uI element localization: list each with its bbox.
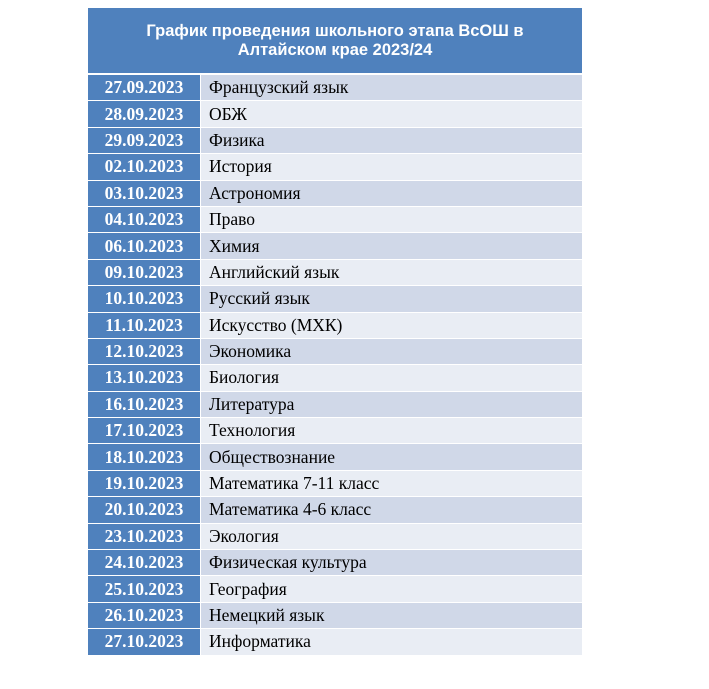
table-row xyxy=(88,154,582,180)
date-cell: 06.10.2023 xyxy=(88,233,201,259)
table-row xyxy=(88,550,582,576)
table-row xyxy=(88,101,582,127)
subject-cell: Немецкий язык xyxy=(201,603,582,629)
date-cell: 16.10.2023 xyxy=(88,392,201,418)
date-cell: 19.10.2023 xyxy=(88,471,201,497)
date-cell: 18.10.2023 xyxy=(88,444,201,470)
table-body xyxy=(88,75,582,656)
table-row xyxy=(88,603,582,629)
date-cell: 17.10.2023 xyxy=(88,418,201,444)
table-row xyxy=(88,339,582,365)
subject-cell: Обществознание xyxy=(201,444,582,470)
table-row xyxy=(88,444,582,470)
table-row xyxy=(88,392,582,418)
date-cell: 23.10.2023 xyxy=(88,524,201,550)
subject-cell: Математика 4-6 класс xyxy=(201,497,582,523)
date-cell: 25.10.2023 xyxy=(88,576,201,602)
subject-cell: Литература xyxy=(201,392,582,418)
subject-cell: Русский язык xyxy=(201,286,582,312)
date-cell: 26.10.2023 xyxy=(88,603,201,629)
date-cell: 10.10.2023 xyxy=(88,286,201,312)
subject-cell: ОБЖ xyxy=(201,101,582,127)
date-cell: 29.09.2023 xyxy=(88,128,201,154)
table-row xyxy=(88,181,582,207)
table-row xyxy=(88,313,582,339)
olympiad-schedule-table xyxy=(88,8,582,656)
subject-cell: Математика 7-11 класс xyxy=(201,471,582,497)
subject-cell: Биология xyxy=(201,365,582,391)
table-row xyxy=(88,576,582,602)
table-row xyxy=(88,524,582,550)
date-cell: 02.10.2023 xyxy=(88,154,201,180)
table-header-row xyxy=(88,8,582,75)
subject-cell: Искусство (МХК) xyxy=(201,313,582,339)
date-cell: 12.10.2023 xyxy=(88,339,201,365)
table-row xyxy=(88,260,582,286)
table-title: График проведения школьного этапа ВсОШ в Алтайском крае 2023/24 xyxy=(88,8,582,75)
table-row xyxy=(88,207,582,233)
date-cell: 28.09.2023 xyxy=(88,101,201,127)
subject-cell: Технология xyxy=(201,418,582,444)
subject-cell: Физика xyxy=(201,128,582,154)
table-row xyxy=(88,497,582,523)
subject-cell: Химия xyxy=(201,233,582,259)
subject-cell: География xyxy=(201,576,582,602)
date-cell: 03.10.2023 xyxy=(88,181,201,207)
date-cell: 27.09.2023 xyxy=(88,75,201,101)
table-row xyxy=(88,629,582,655)
subject-cell: Право xyxy=(201,207,582,233)
date-cell: 11.10.2023 xyxy=(88,313,201,339)
subject-cell: Французский язык xyxy=(201,75,582,101)
subject-cell: Экология xyxy=(201,524,582,550)
table-row xyxy=(88,471,582,497)
table-row xyxy=(88,286,582,312)
date-cell: 20.10.2023 xyxy=(88,497,201,523)
table-row xyxy=(88,128,582,154)
table-row xyxy=(88,233,582,259)
subject-cell: История xyxy=(201,154,582,180)
subject-cell: Английский язык xyxy=(201,260,582,286)
subject-cell: Информатика xyxy=(201,629,582,655)
subject-cell: Экономика xyxy=(201,339,582,365)
date-cell: 24.10.2023 xyxy=(88,550,201,576)
table-row xyxy=(88,75,582,101)
date-cell: 13.10.2023 xyxy=(88,365,201,391)
subject-cell: Астрономия xyxy=(201,181,582,207)
date-cell: 09.10.2023 xyxy=(88,260,201,286)
date-cell: 04.10.2023 xyxy=(88,207,201,233)
table-row xyxy=(88,418,582,444)
table-row xyxy=(88,365,582,391)
date-cell: 27.10.2023 xyxy=(88,629,201,655)
subject-cell: Физическая культура xyxy=(201,550,582,576)
